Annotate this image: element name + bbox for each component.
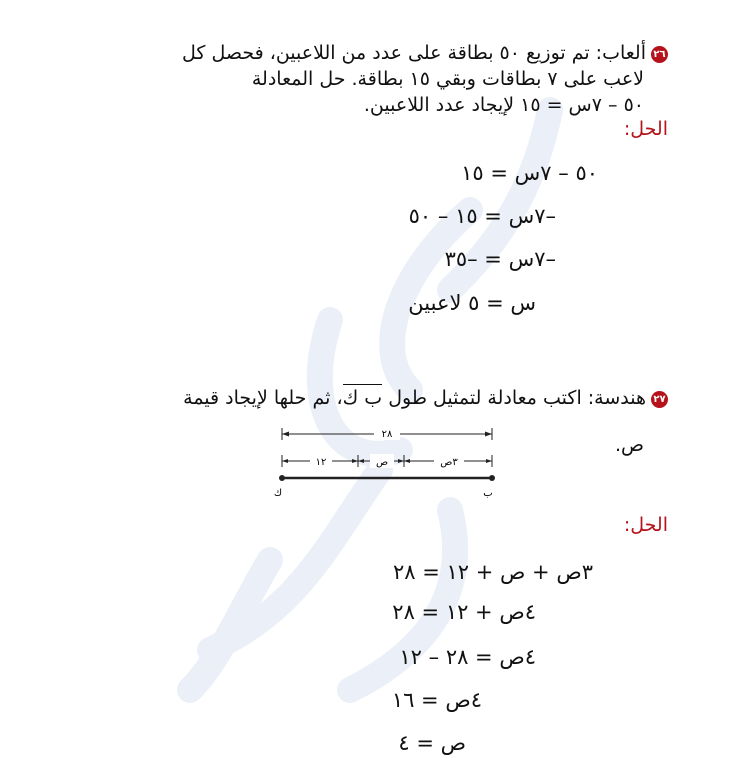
segment-diagram xyxy=(270,422,510,502)
q27-step-2: ٤ص + ١٢ = ٢٨ xyxy=(392,600,536,624)
total-label: ٢٨ xyxy=(381,429,393,440)
point-b-dot xyxy=(489,475,495,481)
q26-step-2: –٧س = ١٥ – ٥٠ xyxy=(408,204,556,228)
q26-step-4: س = ٥ لاعبين xyxy=(408,291,536,315)
point-k-label: ك xyxy=(273,488,283,499)
part-label-3s: ٣ص xyxy=(440,457,458,468)
q26-line3: ٥٠ – ٧س = ١٥ لإيجاد عدد اللاعبين. xyxy=(363,94,644,116)
q27-solution-label: الحل: xyxy=(623,514,668,536)
point-k-dot xyxy=(279,475,285,481)
q27-line1: ٢٧هندسة: اكتب معادلة لتمثيل طول ب ك، ثم حلها لإيجاد قيمة xyxy=(183,385,668,411)
q27-step-5: ص = ٤ xyxy=(398,731,466,755)
q26-number-badge: ٢٦ xyxy=(651,46,668,63)
segment-bk: ب ك xyxy=(342,387,383,409)
part-label-12: ١٢ xyxy=(315,457,327,468)
q27-number-badge: ٢٧ xyxy=(651,391,668,408)
q27-line2: ص. xyxy=(614,434,644,456)
q26-line2: لاعب على ٧ بطاقات وبقي ١٥ بطاقة. حل المعادلة xyxy=(251,68,644,90)
q27-step-3: ٤ص = ٢٨ – ١٢ xyxy=(399,645,536,669)
q26-step-3: –٧س = –٣٥ xyxy=(444,247,556,271)
part-label-s: ص xyxy=(375,457,389,468)
q26-step-1: ٥٠ – ٧س = ١٥ xyxy=(461,161,598,185)
q26-solution-label: الحل: xyxy=(623,118,668,140)
q27-step-4: ٤ص = ١٦ xyxy=(391,688,482,712)
point-b-label: ب xyxy=(483,488,493,499)
q27-step-1: ٣ص + ص + ١٢ = ٢٨ xyxy=(392,560,593,584)
q26-line1: ٢٦ألعاب: تم توزيع ٥٠ بطاقة على عدد من اللاعبين، فحصل كل xyxy=(182,40,668,66)
